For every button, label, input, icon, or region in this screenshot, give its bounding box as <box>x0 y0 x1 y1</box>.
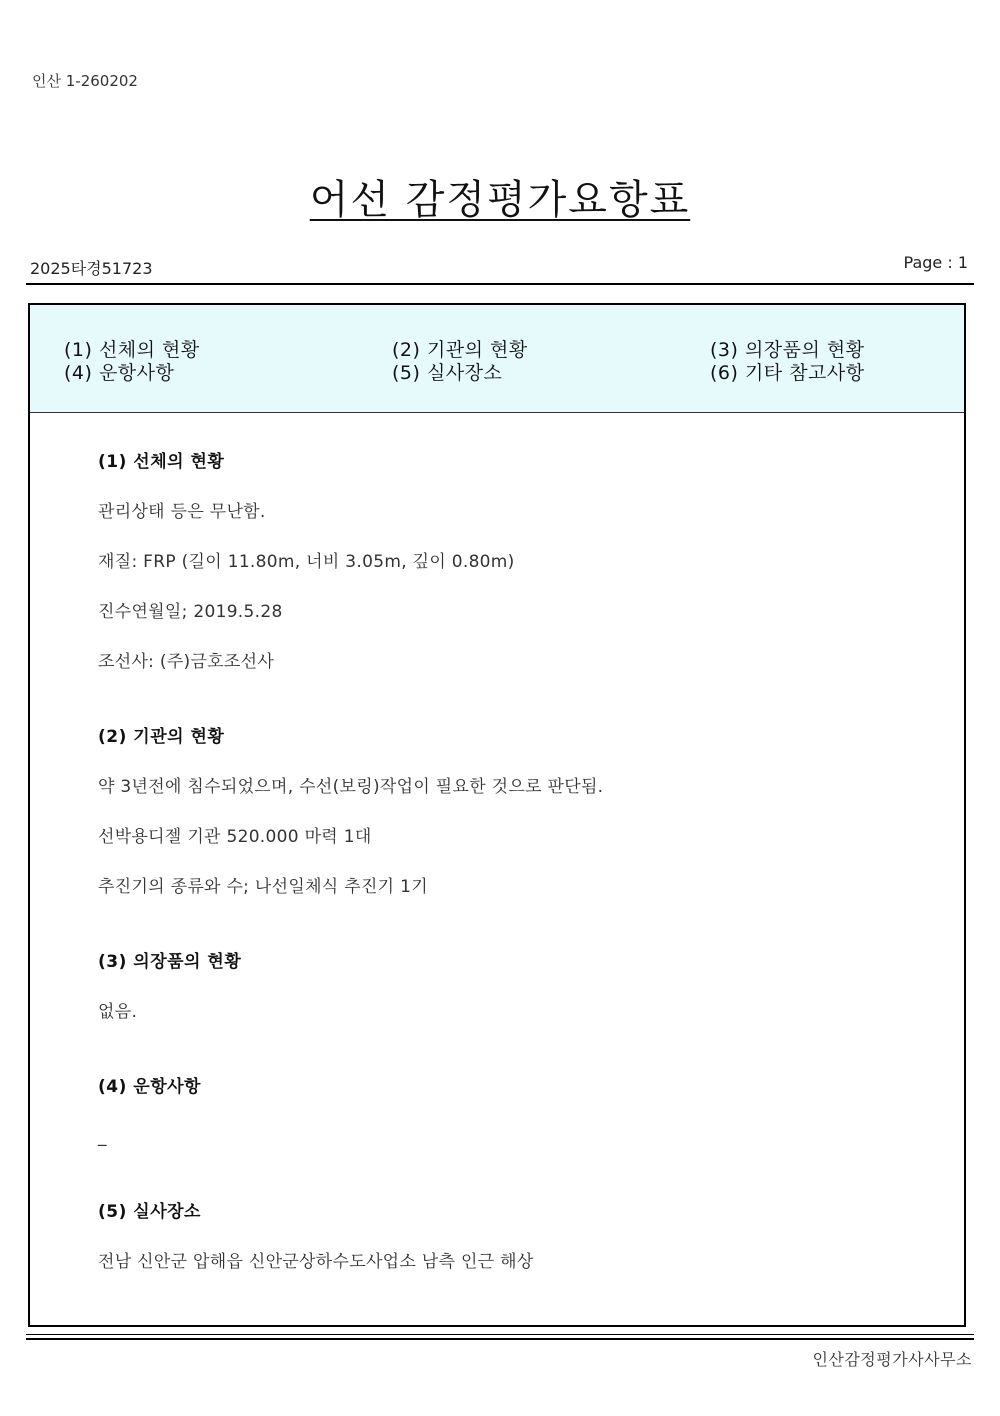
page-number: Page : 1 <box>903 253 968 272</box>
content-frame <box>28 303 966 1327</box>
section-heading: (2) 기관의 현황 <box>98 727 225 747</box>
office-name: 인산감정평가사사무소 <box>812 1350 972 1369</box>
section-heading: (4) 운항사항 <box>98 1077 201 1097</box>
section-line: 추진기의 종류와 수; 나선일체식 추진기 1기 <box>98 877 428 897</box>
section-line: 약 3년전에 침수되었으며, 수선(보링)작업이 필요한 것으로 판단됨. <box>98 777 604 797</box>
appraisal-body <box>98 449 938 1275</box>
section-line: 조선사: (주)금호조선사 <box>98 652 275 672</box>
section-line: 재질: FRP (길이 11.80m, 너비 3.05m, 깊이 0.80m) <box>98 552 515 572</box>
document-code: 인산 1-260202 <box>32 72 138 90</box>
toc-item: (3) 의장품의 현황 <box>710 339 865 361</box>
footer-rule <box>26 1338 974 1340</box>
section-line: 없음. <box>98 1002 138 1022</box>
header-rule <box>26 283 974 285</box>
table-of-contents <box>30 305 964 413</box>
toc-item: (2) 기관의 현황 <box>392 339 528 361</box>
section-line: _ <box>98 1127 107 1147</box>
section-heading: (5) 실사장소 <box>98 1202 201 1222</box>
toc-item: (5) 실사장소 <box>392 362 503 384</box>
footer-rule <box>26 1334 974 1335</box>
toc-item: (6) 기타 참고사항 <box>710 362 865 384</box>
document-title <box>0 168 1000 225</box>
section-line: 진수연월일; 2019.5.28 <box>98 602 283 622</box>
section-line: 선박용디젤 기관 520.000 마력 1대 <box>98 827 372 847</box>
toc-item: (1) 선체의 현황 <box>64 339 200 361</box>
section-line: 관리상태 등은 무난함. <box>98 502 266 522</box>
section-line: 전남 신안군 압해읍 신안군상하수도사업소 남측 인근 해상 <box>98 1252 534 1272</box>
case-number: 2025타경51723 <box>30 259 153 278</box>
toc-item: (4) 운항사항 <box>64 362 175 384</box>
section-heading: (3) 의장품의 현황 <box>98 952 242 972</box>
section-heading: (1) 선체의 현황 <box>98 452 225 472</box>
document-title-text: 어선 감정평가요항표 <box>309 177 691 223</box>
